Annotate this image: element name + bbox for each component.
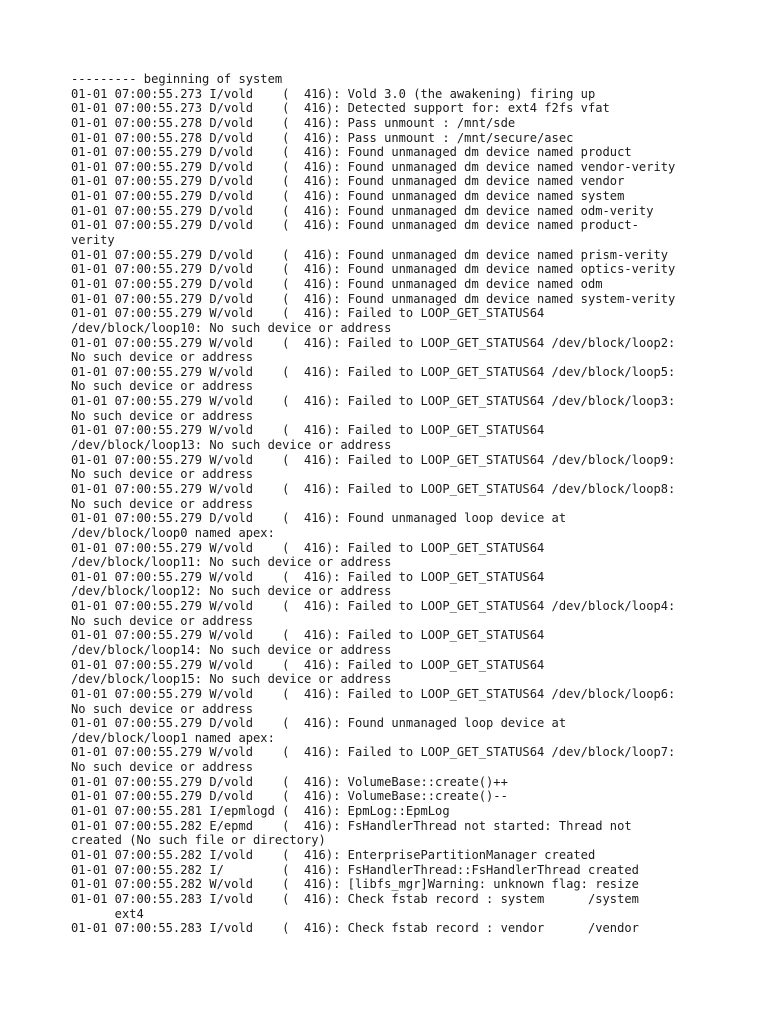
log-line: 01-01 07:00:55.279 W/vold ( 416): Failed to LOOP_GET_STATUS64 [71,540,545,555]
log-line: /dev/block/loop11: No such device or address [71,555,392,570]
log-line: 01-01 07:00:55.279 W/vold ( 416): Failed to LOOP_GET_STATUS64 [71,423,545,438]
log-line: 01-01 07:00:55.279 W/vold ( 416): Failed to LOOP_GET_STATUS64 /dev/block/loop6: [71,686,676,701]
log-line: 01-01 07:00:55.279 W/vold ( 416): Failed to LOOP_GET_STATUS64 [71,306,545,321]
log-text [71,72,711,936]
log-line: 01-01 07:00:55.279 W/vold ( 416): Failed to LOOP_GET_STATUS64 /dev/block/loop7: [71,745,676,760]
log-line: 01-01 07:00:55.282 W/vold ( 416): [libfs_mgr]Warning: unknown flag: resize [71,877,639,892]
log-line: 01-01 07:00:55.279 D/vold ( 416): Found unmanaged dm device named vendor [71,174,625,189]
log-line: 01-01 07:00:55.279 D/vold ( 416): Found unmanaged dm device named product- [71,218,639,233]
log-line: 01-01 07:00:55.279 W/vold ( 416): Failed to LOOP_GET_STATUS64 /dev/block/loop3: [71,394,676,409]
log-line: /dev/block/loop1 named apex: [71,730,275,745]
log-line: 01-01 07:00:55.273 D/vold ( 416): Detected support for: ext4 f2fs vfat [71,101,610,116]
log-line: 01-01 07:00:55.279 W/vold ( 416): Failed to LOOP_GET_STATUS64 /dev/block/loop2: [71,335,676,350]
log-line: 01-01 07:00:55.279 D/vold ( 416): Found unmanaged dm device named optics-verity [71,262,676,277]
log-line: /dev/block/loop14: No such device or address [71,642,392,657]
log-line: 01-01 07:00:55.283 I/vold ( 416): Check fstab record : vendor /vendor [71,921,639,936]
log-line: No such device or address [71,701,254,716]
log-line: 01-01 07:00:55.279 D/vold ( 416): Found unmanaged dm device named odm [71,276,603,291]
log-line: ext4 [71,906,144,921]
log-line: 01-01 07:00:55.279 W/vold ( 416): Failed to LOOP_GET_STATUS64 [71,569,545,584]
log-line: /dev/block/loop13: No such device or address [71,438,392,453]
log-line: 01-01 07:00:55.279 D/vold ( 416): Found unmanaged loop device at [71,511,567,526]
log-line: 01-01 07:00:55.282 E/epmd ( 416): FsHandlerThread not started: Thread not [71,818,632,833]
log-line: 01-01 07:00:55.279 D/vold ( 416): Found unmanaged dm device named system-verity [71,291,676,306]
log-line: 01-01 07:00:55.273 I/vold ( 416): Vold 3.0 (the awakening) firing up [71,86,596,101]
log-line: 01-01 07:00:55.279 D/vold ( 416): Found unmanaged dm device named odm-verity [71,203,654,218]
log-line: 01-01 07:00:55.279 W/vold ( 416): Failed to LOOP_GET_STATUS64 [71,628,545,643]
log-line: No such device or address [71,350,254,365]
log-line: 01-01 07:00:55.282 I/vold ( 416): EnterprisePartitionManager created [71,847,596,862]
log-line: No such device or address [71,467,254,482]
log-line: created (No such file or directory) [71,833,326,848]
log-line: 01-01 07:00:55.281 I/epmlogd ( 416): EpmLog::EpmLog [71,804,450,819]
log-line: 01-01 07:00:55.278 D/vold ( 416): Pass unmount : /mnt/secure/asec [71,130,574,145]
log-line: /dev/block/loop0 named apex: [71,525,275,540]
log-line: 01-01 07:00:55.279 D/vold ( 416): Found unmanaged dm device named product [71,145,632,160]
log-line: 01-01 07:00:55.279 D/vold ( 416): Found unmanaged dm device named prism-verity [71,247,669,262]
log-line: 01-01 07:00:55.278 D/vold ( 416): Pass unmount : /mnt/sde [71,115,516,130]
log-line: No such device or address [71,379,254,394]
log-line: 01-01 07:00:55.279 W/vold ( 416): Failed to LOOP_GET_STATUS64 /dev/block/loop5: [71,364,676,379]
log-line: 01-01 07:00:55.282 I/ ( 416): FsHandlerThread::FsHandlerThread created [71,862,639,877]
log-line: 01-01 07:00:55.279 D/vold ( 416): Found unmanaged dm device named vendor-verity [71,159,676,174]
log-line: No such device or address [71,408,254,423]
log-line: 01-01 07:00:55.279 D/vold ( 416): Found unmanaged loop device at [71,716,567,731]
log-line: No such device or address [71,496,254,511]
log-line: 01-01 07:00:55.283 I/vold ( 416): Check fstab record : system /system [71,891,639,906]
log-line: /dev/block/loop15: No such device or address [71,672,392,687]
log-line: 01-01 07:00:55.279 W/vold ( 416): Failed to LOOP_GET_STATUS64 /dev/block/loop9: [71,452,676,467]
log-line: /dev/block/loop10: No such device or address [71,320,392,335]
log-line: 01-01 07:00:55.279 W/vold ( 416): Failed to LOOP_GET_STATUS64 [71,657,545,672]
log-line: --------- beginning of system [71,72,283,86]
log-line: No such device or address [71,613,254,628]
log-line: 01-01 07:00:55.279 W/vold ( 416): Failed to LOOP_GET_STATUS64 /dev/block/loop8: [71,481,676,496]
log-line: 01-01 07:00:55.279 D/vold ( 416): Found unmanaged dm device named system [71,189,625,204]
log-line: 01-01 07:00:55.279 D/vold ( 416): VolumeBase::create()-- [71,789,508,804]
log-line: verity [71,233,115,248]
log-line: 01-01 07:00:55.279 D/vold ( 416): VolumeBase::create()++ [71,774,508,789]
log-line: /dev/block/loop12: No such device or address [71,584,392,599]
log-line: 01-01 07:00:55.279 W/vold ( 416): Failed to LOOP_GET_STATUS64 /dev/block/loop4: [71,599,676,614]
log-line: No such device or address [71,760,254,775]
